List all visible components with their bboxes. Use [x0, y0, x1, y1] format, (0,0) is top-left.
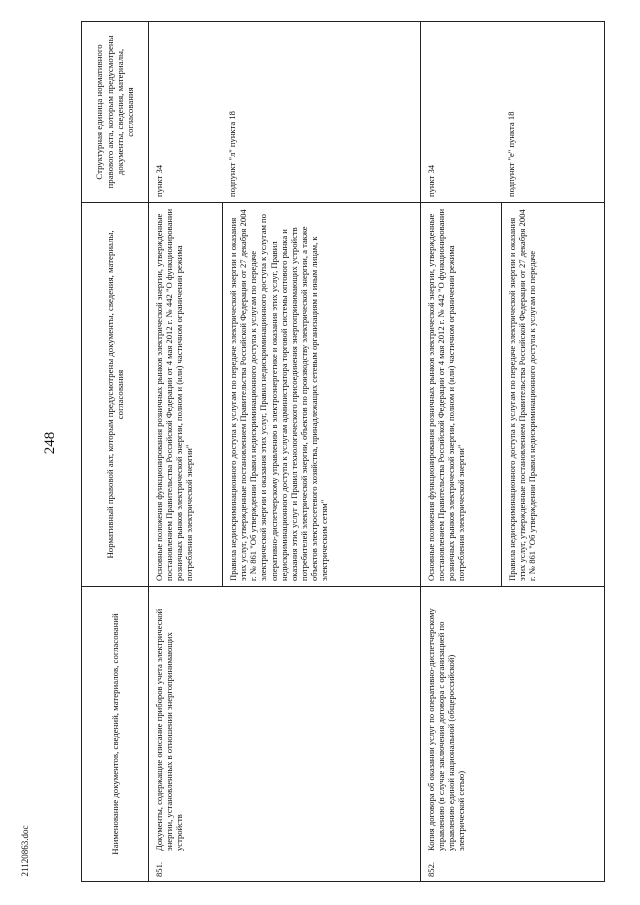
- row-name-cell: [421, 587, 605, 882]
- unit-text: подпункт "л" пункта 18: [227, 111, 237, 197]
- act-text: Основные положения функционирования розничных рынков электрической энергии, утвержденные постановлением Правительства Российской Федерации от 4 мая 2012 г. № 442 "О функционировании розничных рынков электрической энергии, полном и (или) частичном ограничении режима потребления электрической энергии": [421, 203, 502, 586]
- footer-filename: 21120863.doc: [20, 825, 30, 877]
- unit-text: подпункт "е" пункта 18: [506, 111, 516, 197]
- row-unit-cell: [149, 22, 421, 203]
- row-act-cell: [149, 203, 421, 587]
- row-unit-cell: [421, 22, 605, 203]
- unit-text: пункт 34: [426, 164, 436, 197]
- unit-text: пункт 34: [154, 164, 164, 197]
- act-text: Основные положения функционирования розничных рынков электрической энергии, утвержденные постановлением Правительства Российской Федерации от 4 мая 2012 г. № 442 "О функционировании розничных рынков электрической энергии, полном и (или) частичном ограничении режима потребления электрической энергии": [149, 203, 223, 586]
- documents-table: [81, 21, 605, 882]
- page-number: 248: [42, 431, 58, 455]
- act-text: Правила недискриминационного доступа к услугам по передаче электрической энергии и оказания этих услуг, утвержденные постановлением Правительства Российской Федерации от 27 декабря 2004 г. № 861 "Об утверждении Правил недискриминационного доступа к услугам по передаче электрической энергии и оказания этих услуг, Правил недискриминационного доступа к услугам по оперативно-диспетчерскому управлению в электроэнергетике и оказания этих услуг, Правил недискриминационного доступа к услугам администратора торговой системы оптового рынка и оказания этих услуг и Правил технологического присоединения энергопринимающих устройств потребителей электрической энергии, объектов по производству электрической энергии, а также объектов электросетевого хозяйства, принадлежащих сетевым организациям и иным лицам, к электрическим сетям": [228, 209, 330, 581]
- header-unit: Структурная единица нормативного правового акта, которым предусмотрены документы, сведения, материалы, согласования: [82, 22, 149, 203]
- row-name-cell: [149, 587, 421, 882]
- table-row: [149, 22, 421, 882]
- row-number: 851.: [154, 861, 164, 877]
- header-act: Нормативный правовой акт, которым предусмотрены документы, сведения, материалы, согласования: [82, 203, 149, 587]
- act-text: Правила недискриминационного доступа к услугам по передаче электрической энергии и оказания этих услуг, утвержденные постановлением Правительства Российской Федерации от 27 декабря 2004 г. № 861 "Об утверждении Правил недискриминационного доступа к услугам по передаче: [507, 209, 538, 581]
- table-header-row: [82, 22, 149, 882]
- table-row: [421, 22, 605, 882]
- row-name: Документы, содержащие описание приборов учета электрической энергии, установленных в отношении энергопринимающих устройств: [154, 608, 185, 851]
- row-name: Копия договора об оказании услуг по оперативно-диспетчерскому управлению (в случае заключения договора с организацией по управлению единой национальной (общероссийской) электрической сетью): [426, 608, 467, 851]
- header-name: Наименование документов, сведений, материалов, согласований: [82, 587, 149, 882]
- row-number: 852.: [426, 861, 436, 877]
- row-act-cell: [421, 203, 605, 587]
- documents-table-rotated: [81, 22, 599, 882]
